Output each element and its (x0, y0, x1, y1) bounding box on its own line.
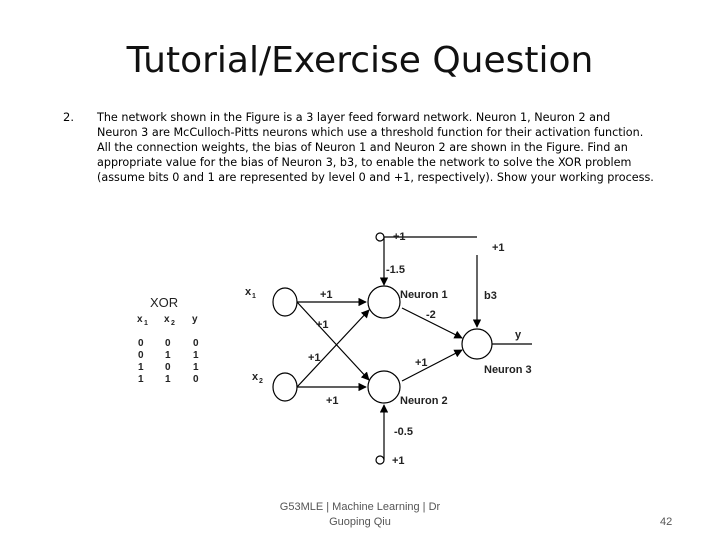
output-label: y (515, 329, 522, 341)
neuron-1-label: Neuron 1 (400, 289, 448, 301)
xor-header-x: x (164, 314, 170, 325)
question-line: The network shown in the Figure is a 3 layer feed forward network. Neuron 1, Neuron 2 and (97, 111, 611, 124)
bias-weight-n1: -1.5 (386, 264, 405, 276)
footer-line: G53MLE | Machine Learning | Dr (279, 501, 441, 513)
xor-cell: 1 (165, 374, 171, 385)
bias-weight-n2: -0.5 (394, 426, 413, 438)
xor-header-sub: 2 (171, 320, 175, 327)
input-node-x2 (273, 373, 297, 401)
xor-header-x: x (137, 314, 143, 325)
bias-input-n1: +1 (393, 231, 406, 243)
neuron-2 (368, 371, 400, 403)
xor-cell: 0 (193, 374, 199, 385)
weight-x1-n2: +1 (316, 319, 329, 331)
bias-label-n3: b3 (484, 290, 497, 302)
question-number: 2. (63, 110, 74, 124)
neuron-3-label: Neuron 3 (484, 364, 532, 376)
bias-node-n1-icon (376, 233, 384, 241)
xor-cell: 0 (165, 338, 171, 349)
footer-line: Guoping Qiu (329, 516, 391, 528)
xor-cell: 0 (165, 362, 171, 373)
bias-node-n2-icon (376, 456, 384, 464)
weight-n2-n3: +1 (415, 357, 428, 369)
question-line: appropriate value for the bias of Neuron 3, b3, to enable the network to solve the XOR problem (97, 156, 632, 169)
edge-x2-n1 (297, 310, 369, 387)
bias-input-n2: +1 (392, 455, 405, 467)
xor-title: XOR (150, 295, 179, 310)
slide-title: Tutorial/Exercise Question (126, 40, 594, 81)
connections (297, 237, 532, 460)
question-line: All the connection weights, the bias of Neuron 1 and Neuron 2 are shown in the Figure. Find an (97, 141, 628, 154)
xor-cell: 0 (193, 338, 199, 349)
xor-header-y: y (192, 314, 198, 325)
question-line: (assume bits 0 and 1 are represented by level 0 and +1, respectively). Show your working process. (97, 171, 654, 184)
xor-cell: 0 (138, 338, 144, 349)
xor-cell: 1 (138, 374, 144, 385)
xor-cell: 1 (193, 350, 199, 361)
xor-table (137, 295, 199, 385)
neuron-3 (462, 329, 492, 359)
footer (240, 500, 480, 530)
input-node-x1 (273, 288, 297, 316)
neuron-1 (368, 286, 400, 318)
question-line: Neuron 3 are McCulloch-Pitts neurons which use a threshold function for their activation function. (97, 126, 644, 139)
xor-header-sub: 1 (144, 320, 148, 327)
xor-cell: 0 (138, 350, 144, 361)
weight-x2-n2: +1 (326, 395, 339, 407)
bias-input-n3: +1 (492, 242, 505, 254)
input-x1-sub: 1 (252, 293, 256, 300)
page-number: 42 (660, 516, 673, 528)
xor-cell: 1 (165, 350, 171, 361)
xor-cell: 1 (193, 362, 199, 373)
input-x2-label: x (252, 371, 259, 383)
neuron-2-label: Neuron 2 (400, 395, 448, 407)
edge-n2-n3 (402, 350, 462, 381)
input-x1-label: x (245, 286, 252, 298)
weight-x2-n1: +1 (308, 352, 321, 364)
weight-x1-n1: +1 (320, 289, 333, 301)
xor-cell: 1 (138, 362, 144, 373)
edge-x1-n2 (297, 302, 369, 380)
input-x2-sub: 2 (259, 378, 263, 385)
weight-n1-n3: -2 (426, 309, 436, 321)
